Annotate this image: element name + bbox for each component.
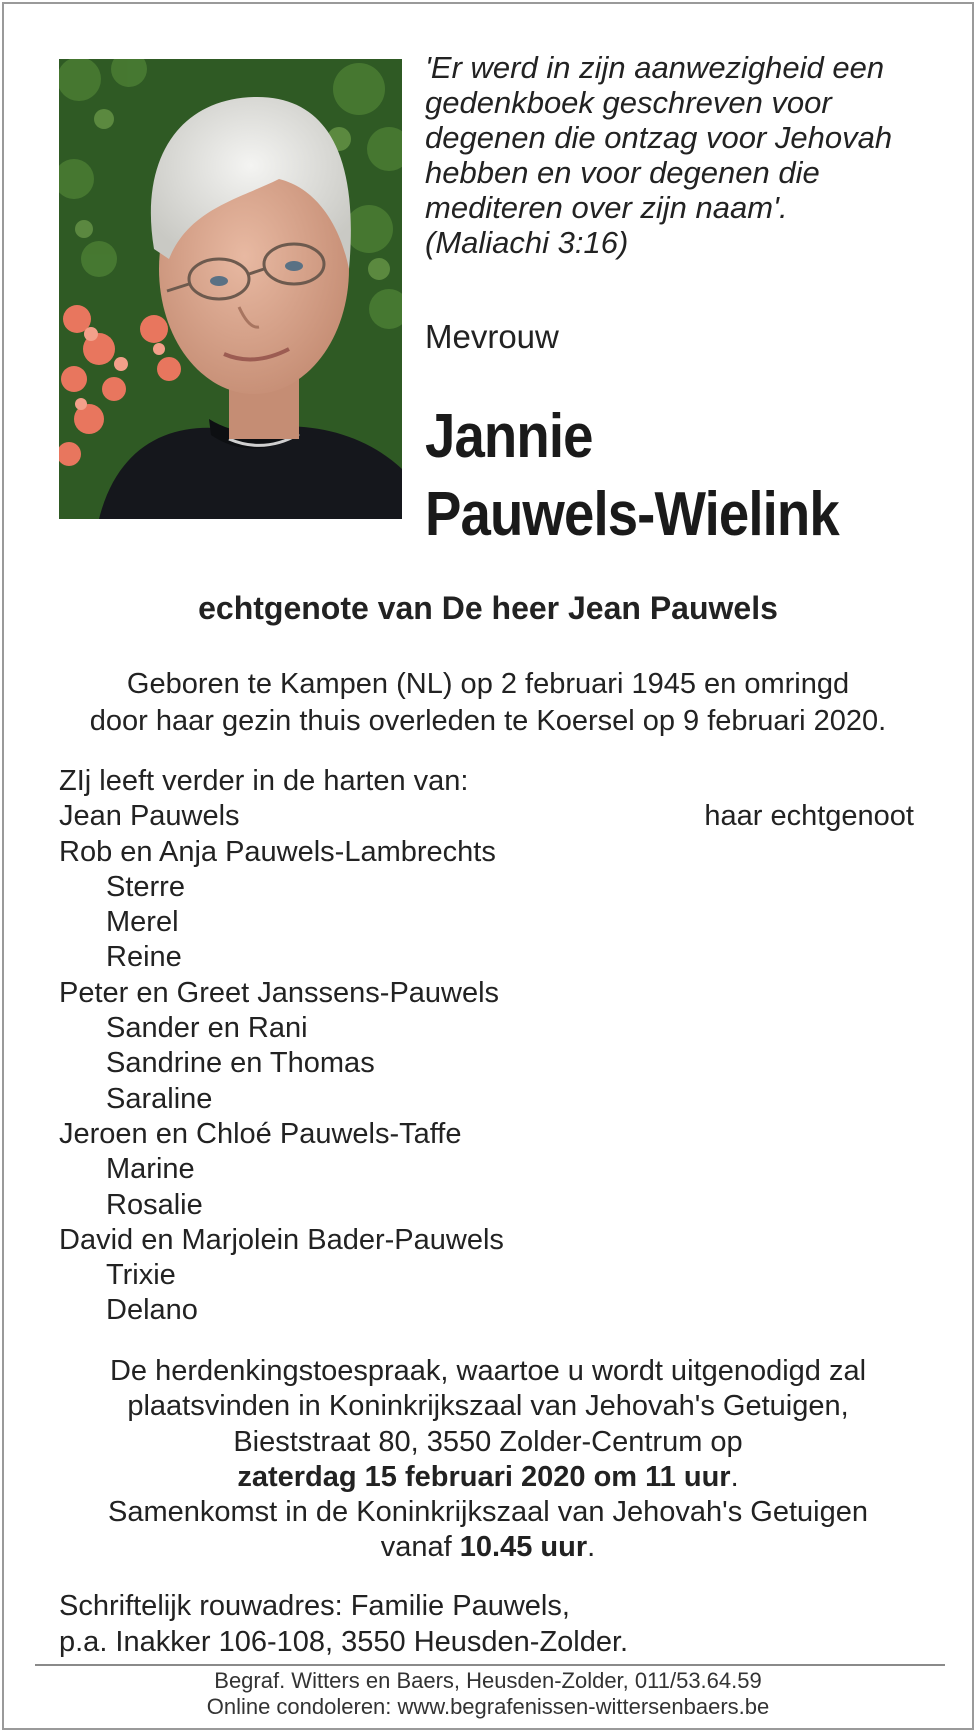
first-name: Jannie xyxy=(425,402,593,471)
family-member: Peter en Greet Janssens-Pauwels xyxy=(59,976,500,1009)
family-member xyxy=(59,799,914,834)
funeral-home-footer xyxy=(0,1668,976,1720)
quote-line: hebben en voor degenen die xyxy=(425,155,820,190)
family-member-name: Jean Pauwels xyxy=(59,800,240,833)
quote-line: gedenkboek geschreven voor xyxy=(425,85,832,120)
ceremony-info xyxy=(0,1354,976,1566)
gathering-time-line xyxy=(0,1530,976,1565)
ceremony-date-line xyxy=(0,1460,976,1495)
funeral-home-line: Begraf. Witters en Baers, Heusden-Zolder, 011/53.64.59 xyxy=(214,1668,762,1693)
last-name: Pauwels-Wielink xyxy=(425,480,839,549)
grandchild: Trixie xyxy=(106,1259,176,1292)
bible-quote xyxy=(425,50,945,260)
gathering-time: 10.45 uur xyxy=(459,1531,588,1564)
deceased-name xyxy=(425,398,900,554)
ceremony-address: Bieststraat 80, 3550 Zolder-Centrum op xyxy=(233,1425,743,1458)
quote-line: mediteren over zijn naam'. xyxy=(425,190,788,225)
ceremony-line: De herdenkingstoespraak, waartoe u wordt uitgenodigd zal xyxy=(109,1355,867,1387)
quote-line: 'Er werd in zijn aanwezigheid een xyxy=(425,50,885,85)
grandchild: Sandrine en Thomas xyxy=(106,1047,375,1080)
family-member: David en Marjolein Bader-Pauwels xyxy=(59,1223,504,1256)
portrait-photo xyxy=(59,59,402,519)
quote-line: degenen die ontzag voor Jehovah xyxy=(425,120,893,155)
address-line: p.a. Inakker 106-108, 3550 Heusden-Zolder. xyxy=(59,1625,629,1658)
birth-line: Geboren te Kampen (NL) op 2 februari 1945 en omringd xyxy=(126,668,850,700)
quote-reference: (Maliachi 3:16) xyxy=(425,225,629,260)
gathering-line: Samenkomst in de Koninkrijkszaal van Jehovah's Getuigen xyxy=(108,1496,868,1529)
ceremony-date-suffix: . xyxy=(730,1460,739,1493)
grandchild: Saraline xyxy=(106,1082,213,1115)
ceremony-date: zaterdag 15 februari 2020 om 11 uur xyxy=(237,1460,731,1493)
grandchild: Sterre xyxy=(106,870,185,903)
grandchild: Reine xyxy=(106,941,182,974)
family-member: Rob en Anja Pauwels-Lambrechts xyxy=(59,835,496,868)
death-line: door haar gezin thuis overleden te Koersel op 9 februari 2020. xyxy=(89,705,887,737)
family-member-relation: haar echtgenoot xyxy=(704,800,914,833)
gathering-prefix: vanaf xyxy=(380,1531,460,1564)
grandchild: Marine xyxy=(106,1153,195,1186)
family-intro: ZIj leeft verder in de harten van: xyxy=(59,765,469,797)
family-member: Jeroen en Chloé Pauwels-Taffe xyxy=(59,1117,462,1150)
family-list xyxy=(59,764,914,1329)
birth-death-text xyxy=(0,666,976,740)
grandchild: Sander en Rani xyxy=(106,1012,308,1045)
condolence-url-line: Online condoleren: www.begrafenissen-wittersenbaers.be xyxy=(206,1694,770,1719)
mourning-address xyxy=(59,1589,859,1660)
grandchild: Delano xyxy=(106,1294,198,1327)
gathering-suffix: . xyxy=(587,1531,596,1564)
footer-divider xyxy=(35,1664,945,1666)
spouse-line: echtgenote van De heer Jean Pauwels xyxy=(198,590,778,626)
ceremony-line: plaatsvinden in Koninkrijkszaal van Jehovah's Getuigen, xyxy=(127,1390,849,1423)
grandchild: Rosalie xyxy=(106,1188,203,1221)
grandchild: Merel xyxy=(106,906,179,939)
honorific-title: Mevrouw xyxy=(425,318,559,355)
address-line: Schriftelijk rouwadres: Familie Pauwels, xyxy=(59,1590,570,1622)
